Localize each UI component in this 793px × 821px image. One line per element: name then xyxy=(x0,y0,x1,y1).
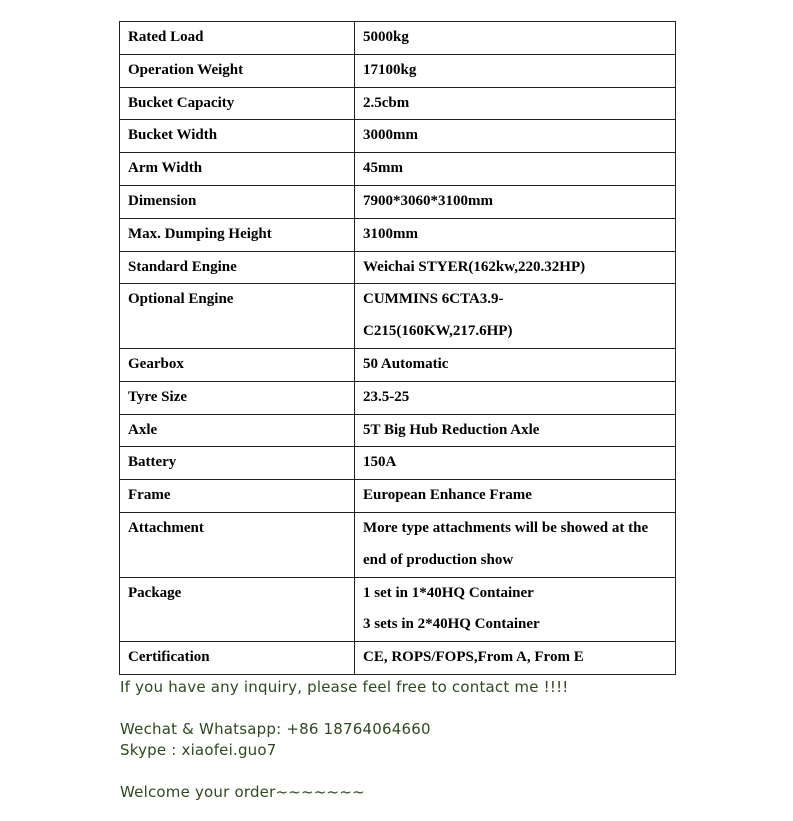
spec-value: 7900*3060*3100mm xyxy=(355,185,676,218)
spec-label: Axle xyxy=(120,414,355,447)
spec-label: Dimension xyxy=(120,185,355,218)
spec-label: Bucket Width xyxy=(120,120,355,153)
spec-label: Operation Weight xyxy=(120,54,355,87)
spec-label: Attachment xyxy=(120,512,355,577)
spec-label: Standard Engine xyxy=(120,251,355,284)
table-row xyxy=(120,642,676,675)
spec-value: 3100mm xyxy=(355,218,676,251)
spec-label: Frame xyxy=(120,480,355,513)
spec-label: Rated Load xyxy=(120,22,355,55)
table-row xyxy=(120,381,676,414)
spec-value: 50 Automatic xyxy=(355,348,676,381)
table-row xyxy=(120,414,676,447)
spec-value: CE, ROPS/FOPS,From A, From E xyxy=(355,642,676,675)
spec-label: Package xyxy=(120,577,355,642)
table-row xyxy=(120,54,676,87)
spec-value: 17100kg xyxy=(355,54,676,87)
table-row xyxy=(120,512,676,577)
table-row xyxy=(120,348,676,381)
spec-value: 5000kg xyxy=(355,22,676,55)
spec-value: 5T Big Hub Reduction Axle xyxy=(355,414,676,447)
table-row xyxy=(120,185,676,218)
spec-value: 45mm xyxy=(355,153,676,186)
spec-label: Max. Dumping Height xyxy=(120,218,355,251)
skype-text: Skype : xiaofei.guo7 xyxy=(120,741,277,759)
spec-label: Certification xyxy=(120,642,355,675)
spec-value: More type attachments will be showed at the end of production show xyxy=(355,512,676,577)
spec-value: CUMMINS 6CTA3.9-C215(160KW,217.6HP) xyxy=(355,284,676,349)
table-row xyxy=(120,447,676,480)
spec-value-line: 1 set in 1*40HQ Container xyxy=(363,584,534,601)
table-row xyxy=(120,577,676,642)
inquiry-text: If you have any inquiry, please feel free to contact me !!!! xyxy=(120,678,569,696)
table-row xyxy=(120,480,676,513)
spec-label: Gearbox xyxy=(120,348,355,381)
spec-value: 23.5-25 xyxy=(355,381,676,414)
spec-value: 2.5cbm xyxy=(355,87,676,120)
table-row xyxy=(120,284,676,349)
closing-text: Welcome your order~~~~~~~ xyxy=(120,783,365,801)
table-row xyxy=(120,251,676,284)
spec-label: Bucket Capacity xyxy=(120,87,355,120)
table-row xyxy=(120,22,676,55)
table-row xyxy=(120,153,676,186)
spec-label: Battery xyxy=(120,447,355,480)
wechat-whatsapp-text: Wechat & Whatsapp: +86 18764064660 xyxy=(120,720,431,738)
spec-value-line: 3 sets in 2*40HQ Container xyxy=(363,616,540,633)
spec-value xyxy=(355,577,676,642)
table-row xyxy=(120,87,676,120)
contact-section xyxy=(120,677,569,803)
table-row xyxy=(120,218,676,251)
spec-label: Arm Width xyxy=(120,153,355,186)
spec-value: 3000mm xyxy=(355,120,676,153)
table-row xyxy=(120,120,676,153)
spec-value: 150A xyxy=(355,447,676,480)
spec-value: Weichai STYER(162kw,220.32HP) xyxy=(355,251,676,284)
spec-label: Tyre Size xyxy=(120,381,355,414)
spec-label: Optional Engine xyxy=(120,284,355,349)
spec-table xyxy=(119,21,676,675)
spec-value: European Enhance Frame xyxy=(355,480,676,513)
